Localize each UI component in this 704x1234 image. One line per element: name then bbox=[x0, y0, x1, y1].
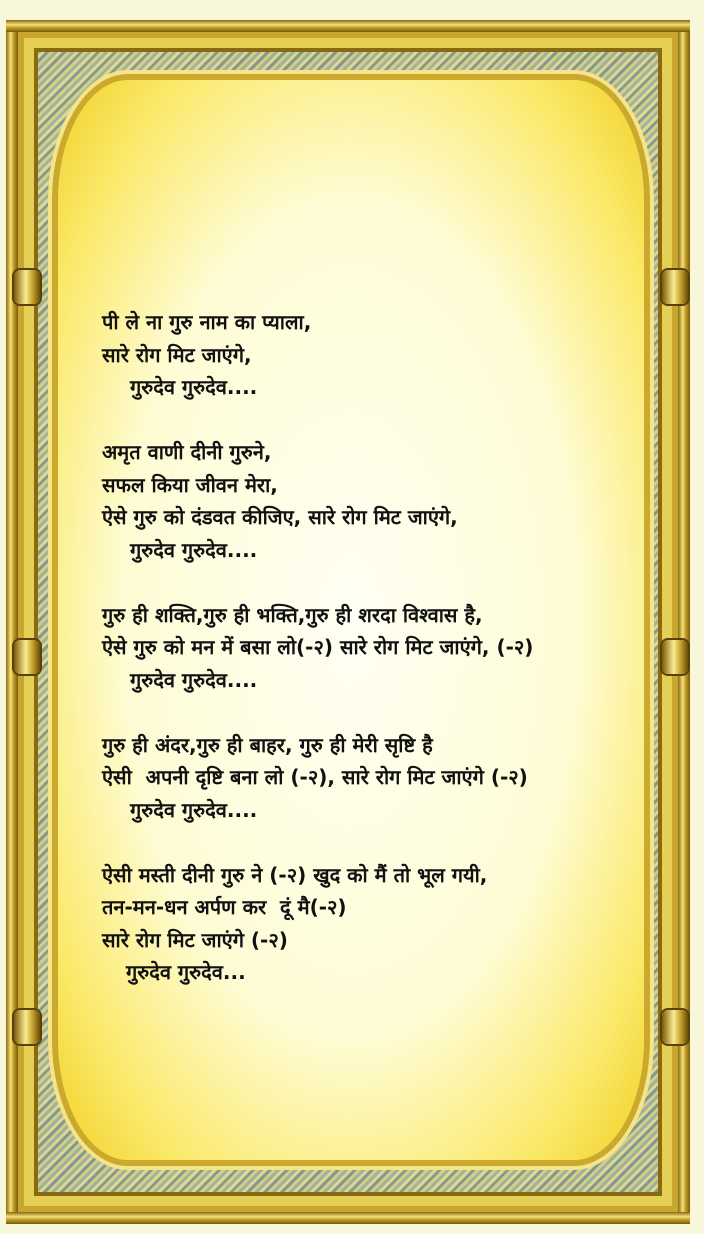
frame-knob bbox=[662, 270, 688, 304]
refrain-line: गुरुदेव गुरुदेव.... bbox=[130, 797, 258, 822]
refrain-line: गुरुदेव गुरुदेव.... bbox=[130, 375, 258, 399]
refrain-line: गुरुदेव गुरुदेव... bbox=[126, 960, 246, 984]
lyric-line: गुरु ही अंदर,गुरु ही बाहर, गुरु ही मेरी सृष्टि है bbox=[102, 732, 433, 757]
lyric-line: तन-मन-धन अर्पण कर दूं मै(-२) bbox=[102, 895, 347, 919]
frame-bar-left bbox=[6, 20, 18, 1224]
lyric-line: ऐसी मस्ती दीनी गुरु ने (-२) खुद को मैं तो भूल गयी, bbox=[102, 862, 488, 887]
lyric-line: ऐसे गुरु को मन में बसा लो(-२) सारे रोग मिट जाएंगे, (-२) bbox=[102, 635, 534, 659]
frame-bar-top bbox=[6, 20, 690, 32]
lyric-line: अमृत वाणी दीनी गुरुने, bbox=[102, 440, 272, 464]
lyrics-text bbox=[102, 306, 662, 989]
frame-knob bbox=[14, 1010, 40, 1044]
frame-bar-bottom bbox=[6, 1212, 690, 1224]
frame-knob bbox=[662, 1010, 688, 1044]
frame-knob bbox=[14, 270, 40, 304]
frame-knob bbox=[662, 640, 688, 674]
lyric-line: पी ले ना गुरु नाम का प्याला, bbox=[102, 310, 312, 334]
lyric-line: गुरु ही शक्ति,गुरु ही भक्ति,गुरु ही शरदा विश्वास है, bbox=[102, 602, 483, 627]
refrain-line: गुरुदेव गुरुदेव.... bbox=[130, 667, 258, 692]
lyric-line: सारे रोग मिट जाएंगे (-२) bbox=[102, 927, 288, 952]
lyric-line: ऐसी अपनी दृष्टि बना लो (-२), सारे रोग मिट जाएंगे (-२) bbox=[102, 765, 528, 789]
lyric-line: ऐसे गुरु को दंडवत कीजिए, सारे रोग मिट जाएंगे, bbox=[102, 505, 458, 529]
refrain-line: गुरुदेव गुरुदेव.... bbox=[130, 537, 258, 562]
lyric-line: सारे रोग मिट जाएंगे, bbox=[102, 342, 252, 367]
lyric-line: सफल किया जीवन मेरा, bbox=[102, 472, 278, 497]
frame-knob bbox=[14, 640, 40, 674]
